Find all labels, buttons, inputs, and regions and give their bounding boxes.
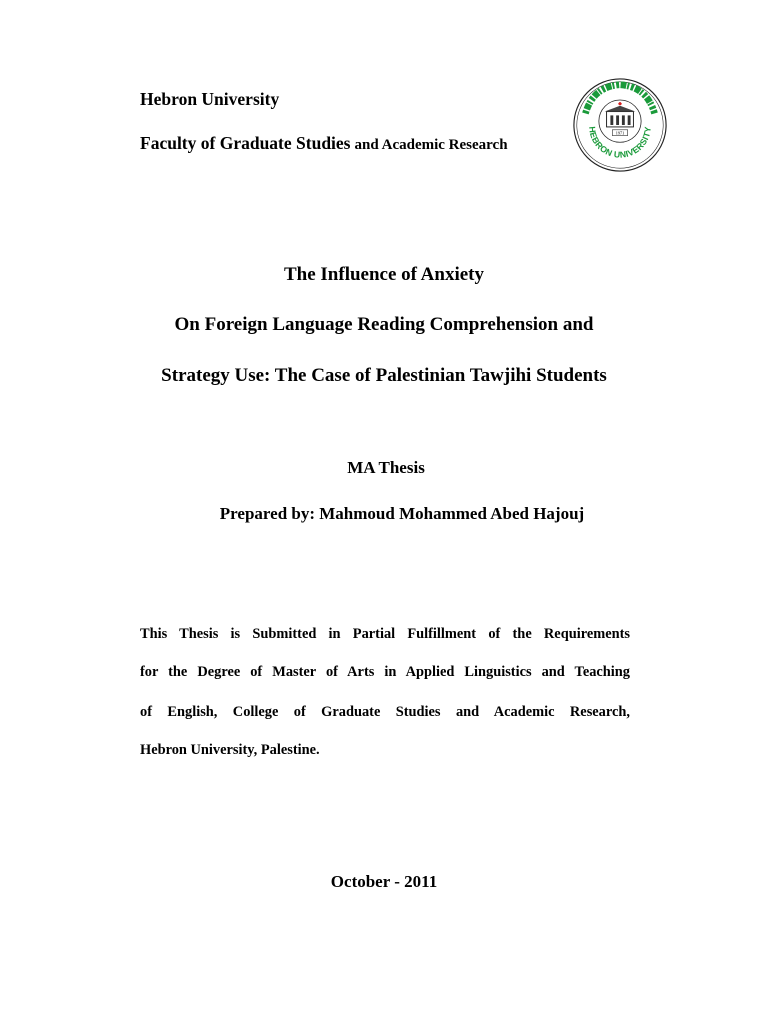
logo-text: HEBRON UNIVERSITY	[587, 125, 653, 160]
thesis-title-line-2: On Foreign Language Reading Comprehension and	[174, 314, 594, 335]
university-name: Hebron University	[140, 89, 280, 109]
faculty-main: Faculty of Graduate Studies	[140, 133, 351, 153]
submission-line-4: Hebron University, Palestine.	[140, 742, 320, 758]
faculty-name	[140, 133, 508, 154]
faculty-rest: and Academic Research	[354, 137, 508, 153]
submission-line-3: of English, College of Graduate Studies and Academic Research,	[140, 704, 630, 720]
author-line: Prepared by: Mahmoud Mohammed Abed Hajouj	[219, 504, 585, 523]
university-seal-logo	[572, 77, 668, 173]
thesis-type: MA Thesis	[347, 458, 425, 477]
thesis-title-line-1: The Influence of Anxiety	[283, 264, 485, 285]
logo-year: 1971	[615, 130, 625, 136]
submission-line-1: This Thesis is Submitted in Partial Fulfillment of the Requirements	[140, 626, 630, 642]
submission-line-2: for the Degree of Master of Arts in Applied Linguistics and Teaching	[140, 664, 630, 680]
crescent-right-icon	[654, 121, 662, 130]
thesis-title-line-3: Strategy Use: The Case of Palestinian Tawjihi Students	[161, 365, 607, 386]
crescent-left-icon	[579, 121, 587, 130]
submission-date: October - 2011	[330, 872, 438, 891]
